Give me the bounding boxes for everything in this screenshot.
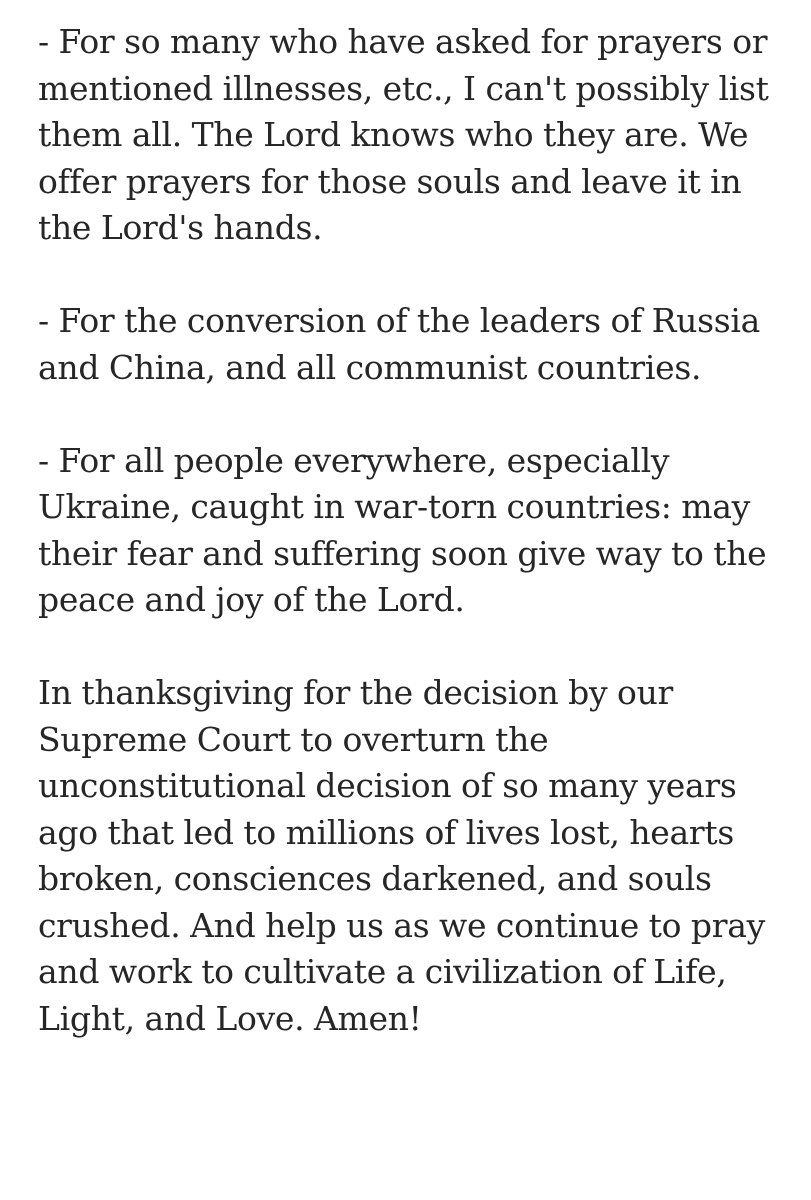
- text-line: unconstitutional decision of so many years: [38, 766, 737, 805]
- text-line: the Lord's hands.: [38, 208, 323, 247]
- text-line: Supreme Court to overturn the: [38, 719, 549, 759]
- text-line: ago that led to millions of lives lost, hearts: [38, 812, 734, 852]
- text-line: them all. The Lord knows who they are. We: [38, 115, 749, 154]
- paragraph-war-torn-countries: [38, 438, 791, 624]
- text-line: Light, and Love. Amen!: [38, 998, 422, 1038]
- text-line: and China, and all communist countries.: [38, 347, 702, 387]
- text-line: Ukraine, caught in war-torn countries: may: [38, 487, 750, 526]
- text-line: crushed. And help us as we continue to pray: [38, 905, 765, 945]
- paragraph-conversion-leaders: [38, 298, 791, 391]
- paragraph-prayer-intentions: [38, 19, 791, 252]
- text-line: peace and joy of the Lord.: [38, 580, 465, 619]
- text-line: - For the conversion of the leaders of Russia: [38, 301, 761, 340]
- text-line: their fear and suffering soon give way to the: [38, 533, 767, 573]
- text-line: - For so many who have asked for prayers or: [38, 22, 768, 61]
- text-line: In thanksgiving for the decision by our: [38, 673, 674, 712]
- text-line: offer prayers for those souls and leave it in: [38, 161, 742, 201]
- text-line: mentioned illnesses, etc., I can't possibly list: [38, 68, 769, 108]
- text-line: and work to cultivate a civilization of Life,: [38, 952, 727, 991]
- paragraph-thanksgiving: [38, 670, 791, 1042]
- text-line: broken, consciences darkened, and souls: [38, 859, 712, 898]
- text-line: - For all people everywhere, especially: [38, 440, 670, 480]
